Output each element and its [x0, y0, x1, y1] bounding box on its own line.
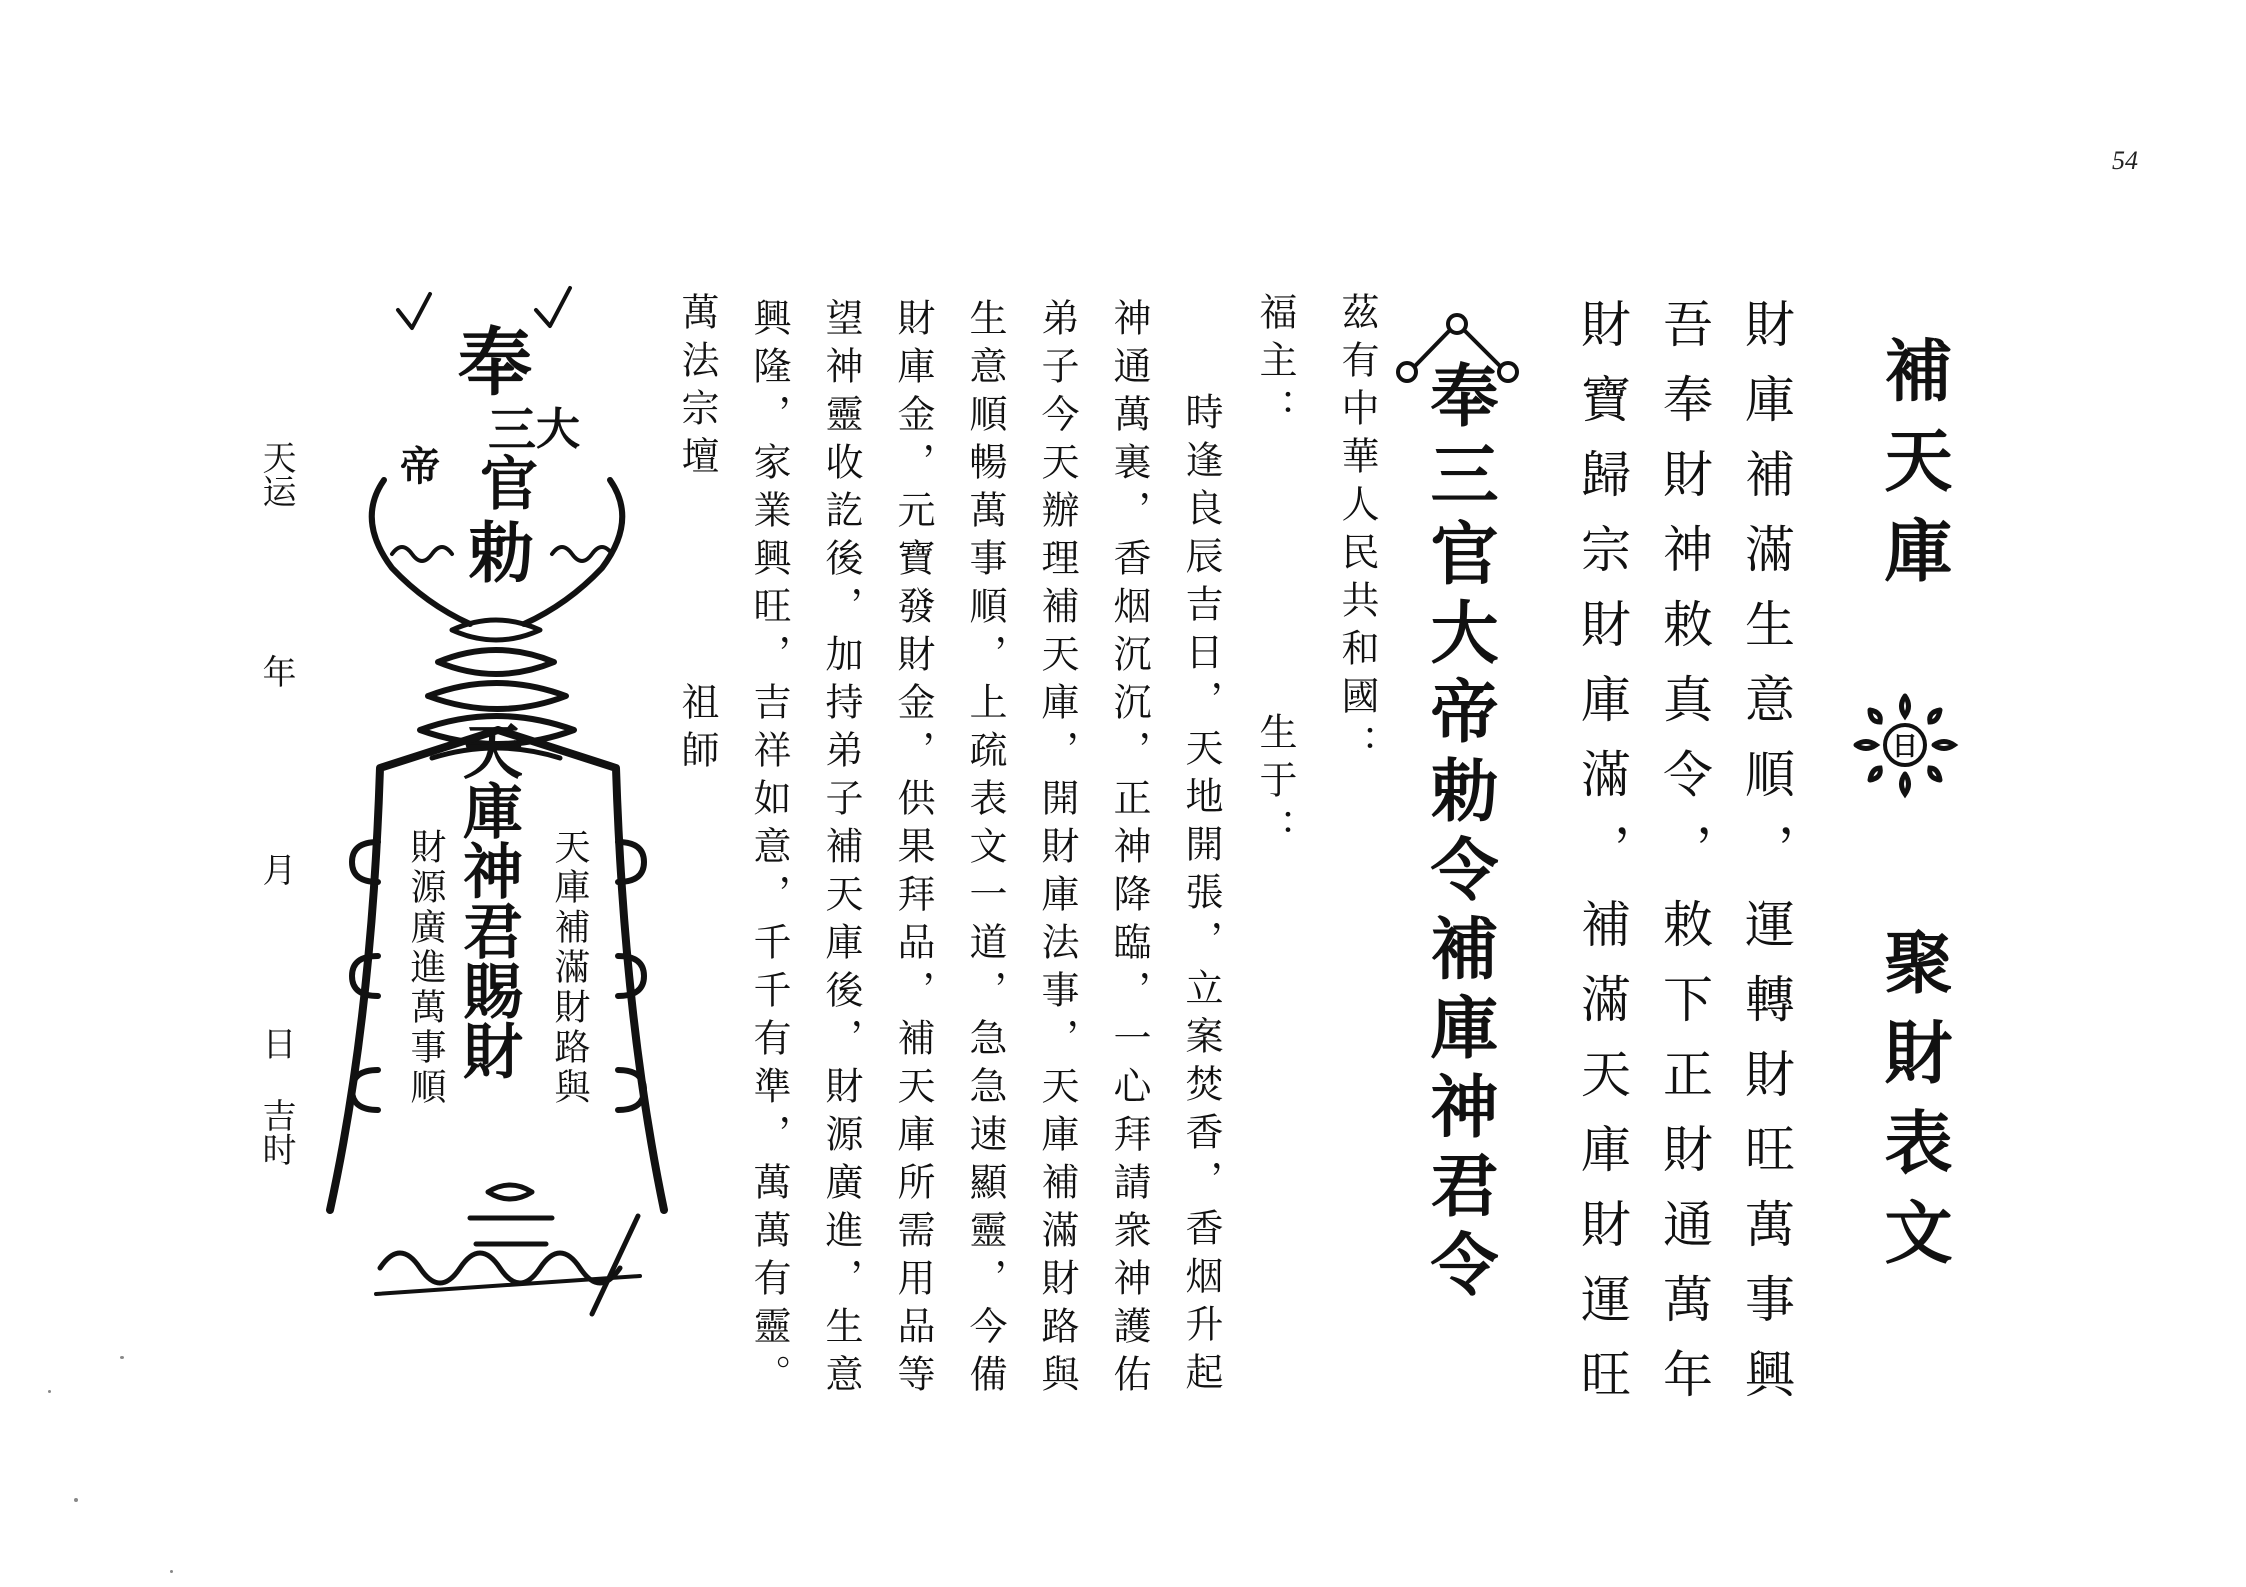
petition-line-7: 興隆，家業興旺，吉祥如意，千千有準，萬萬有靈。 — [747, 298, 791, 1402]
scan-speck — [48, 1390, 51, 1393]
fuzhu-label: 福主： — [1253, 292, 1297, 436]
date-ri: 日 — [256, 1026, 296, 1060]
petition-line-5: 財庫金，元寶發財金，供果拜品，補天庫所需用品等 — [891, 298, 935, 1402]
petition-line-3: 弟子今天辦理補天庫，開財庫法事，天庫補滿財路與 — [1035, 298, 1079, 1402]
title-bottom: 聚財表文 — [1873, 927, 1952, 1287]
altar-name: 萬法宗壇 — [675, 292, 719, 484]
talisman-di: 帝 — [400, 444, 440, 490]
verse-line-1: 財庫補滿生意順，運轉財旺萬事興 — [1737, 298, 1795, 1423]
date-nian: 年 — [256, 654, 296, 688]
petition-line-1: 時逢良辰吉日，天地開張，立案焚香，香烟升起 — [1179, 392, 1223, 1400]
talisman-san: 三 — [488, 402, 537, 458]
talisman-main-text: 天庫神君賜財 — [453, 720, 523, 1080]
petition-line-4: 生意順暢萬事順，上疏表文一道，急急速顯靈，今備 — [963, 298, 1007, 1402]
verse-line-3: 財寶歸宗財庫滿，補滿天庫財運旺 — [1573, 298, 1631, 1423]
sun-glyph: 日 — [1891, 732, 1919, 762]
date-jishi: 吉时 — [256, 1098, 296, 1166]
decree-title: 奉三官大帝勅令補庫神君令 — [1419, 360, 1498, 1308]
date-tianyun: 天运 — [256, 440, 296, 508]
fuzhu-line — [1248, 292, 1303, 856]
talisman-chi: 勅 — [468, 515, 534, 592]
petition-line-6: 望神靈收訖後，加持弟子補天庫後，財源廣進，生意 — [819, 298, 863, 1402]
title-top: 補天庫 — [1873, 335, 1952, 605]
talisman-feng: 奉 — [458, 320, 532, 406]
talisman-left-text: 財源廣進萬事順 — [405, 828, 446, 1108]
scan-speck — [120, 1356, 124, 1359]
verse-line-2: 吾奉財神敕真令，敕下正財通萬年 — [1655, 298, 1713, 1423]
page-number: 54 — [2112, 146, 2138, 175]
petition-line-2: 神通萬裏，香烟沉沉，正神降臨，一心拜請衆神護佑 — [1107, 298, 1151, 1402]
sun-icon — [1850, 690, 1960, 800]
scan-speck — [170, 1570, 173, 1573]
document-title — [1864, 335, 1961, 1287]
country-line: 茲有中華人民共和國： — [1335, 292, 1379, 772]
talisman-right-text: 天庫補滿財路與 — [549, 828, 590, 1108]
scan-speck — [74, 1498, 78, 1502]
talisman-guan: 官 — [480, 450, 539, 518]
talisman-da: 大 — [536, 404, 580, 455]
born-label: 生于： — [1253, 712, 1297, 856]
master-label: 祖師 — [675, 682, 719, 778]
date-yue: 月 — [256, 852, 296, 886]
